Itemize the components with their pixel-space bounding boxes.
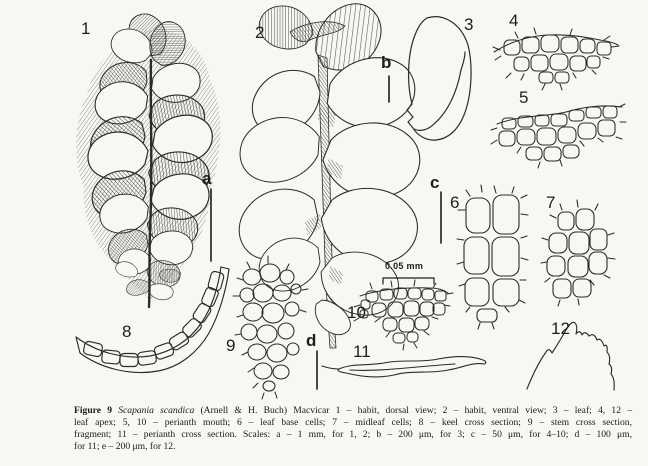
label-4: 4	[509, 11, 519, 30]
caption-line-2: leaf apex; 5, 10 – perianth mouth; 6 – leaf base cells; 7 – midleaf cells; 8 – keel cross section; 9 – stem cross section,	[74, 416, 632, 428]
label-scale-b: b	[381, 53, 392, 72]
label-11: 11	[353, 342, 371, 361]
drawing-3-leaf	[407, 15, 474, 140]
caption-figure-label: Figure 9	[74, 405, 113, 416]
label-scale-a: a	[202, 169, 212, 188]
label-inline-scale: 0.05 mm	[385, 261, 424, 271]
label-scale-d: d	[306, 331, 317, 350]
drawing-5-perianth-mouth-cells	[491, 104, 626, 168]
drawing-4-leaf-apex-cells	[493, 28, 619, 90]
label-5: 5	[519, 88, 529, 107]
label-7: 7	[546, 193, 556, 212]
label-6: 6	[450, 193, 460, 212]
label-10: 10	[347, 303, 366, 322]
label-3: 3	[464, 15, 474, 34]
drawing-7-midleaf-cells	[541, 200, 615, 306]
label-scale-c: c	[430, 173, 440, 192]
drawing-11-perianth-cross-section	[322, 357, 486, 377]
caption-line-1-text: (Arnell & H. Buch) Macvicar 1 – habit, dorsal view; 2 – habit, ventral view; 3 – leaf; 4, 12 –	[200, 405, 632, 416]
caption-line-4: for 11; e – 200 μm, for 12.	[74, 440, 176, 452]
label-12: 12	[551, 319, 570, 338]
figure-caption	[74, 405, 632, 453]
label-2: 2	[255, 23, 265, 42]
label-9: 9	[226, 336, 236, 355]
caption-species-name: Scapania scandica	[118, 405, 195, 416]
drawing-2-habit-ventral	[232, 0, 430, 348]
caption-line-1	[74, 405, 632, 417]
label-8: 8	[122, 322, 132, 341]
drawing-1-habit-dorsal	[76, 11, 220, 307]
label-1: 1	[81, 19, 91, 38]
caption-line-3: fragment; 11 – perianth cross section. Scales: a – 1 mm, for 1, 2; b – 200 μm, for 3; c – 50 μm, for 4–10; d – 100 μm,	[74, 428, 632, 440]
drawing-6-leaf-base-cells	[457, 185, 528, 329]
drawing-12-leaf-apex-outline	[527, 319, 614, 390]
